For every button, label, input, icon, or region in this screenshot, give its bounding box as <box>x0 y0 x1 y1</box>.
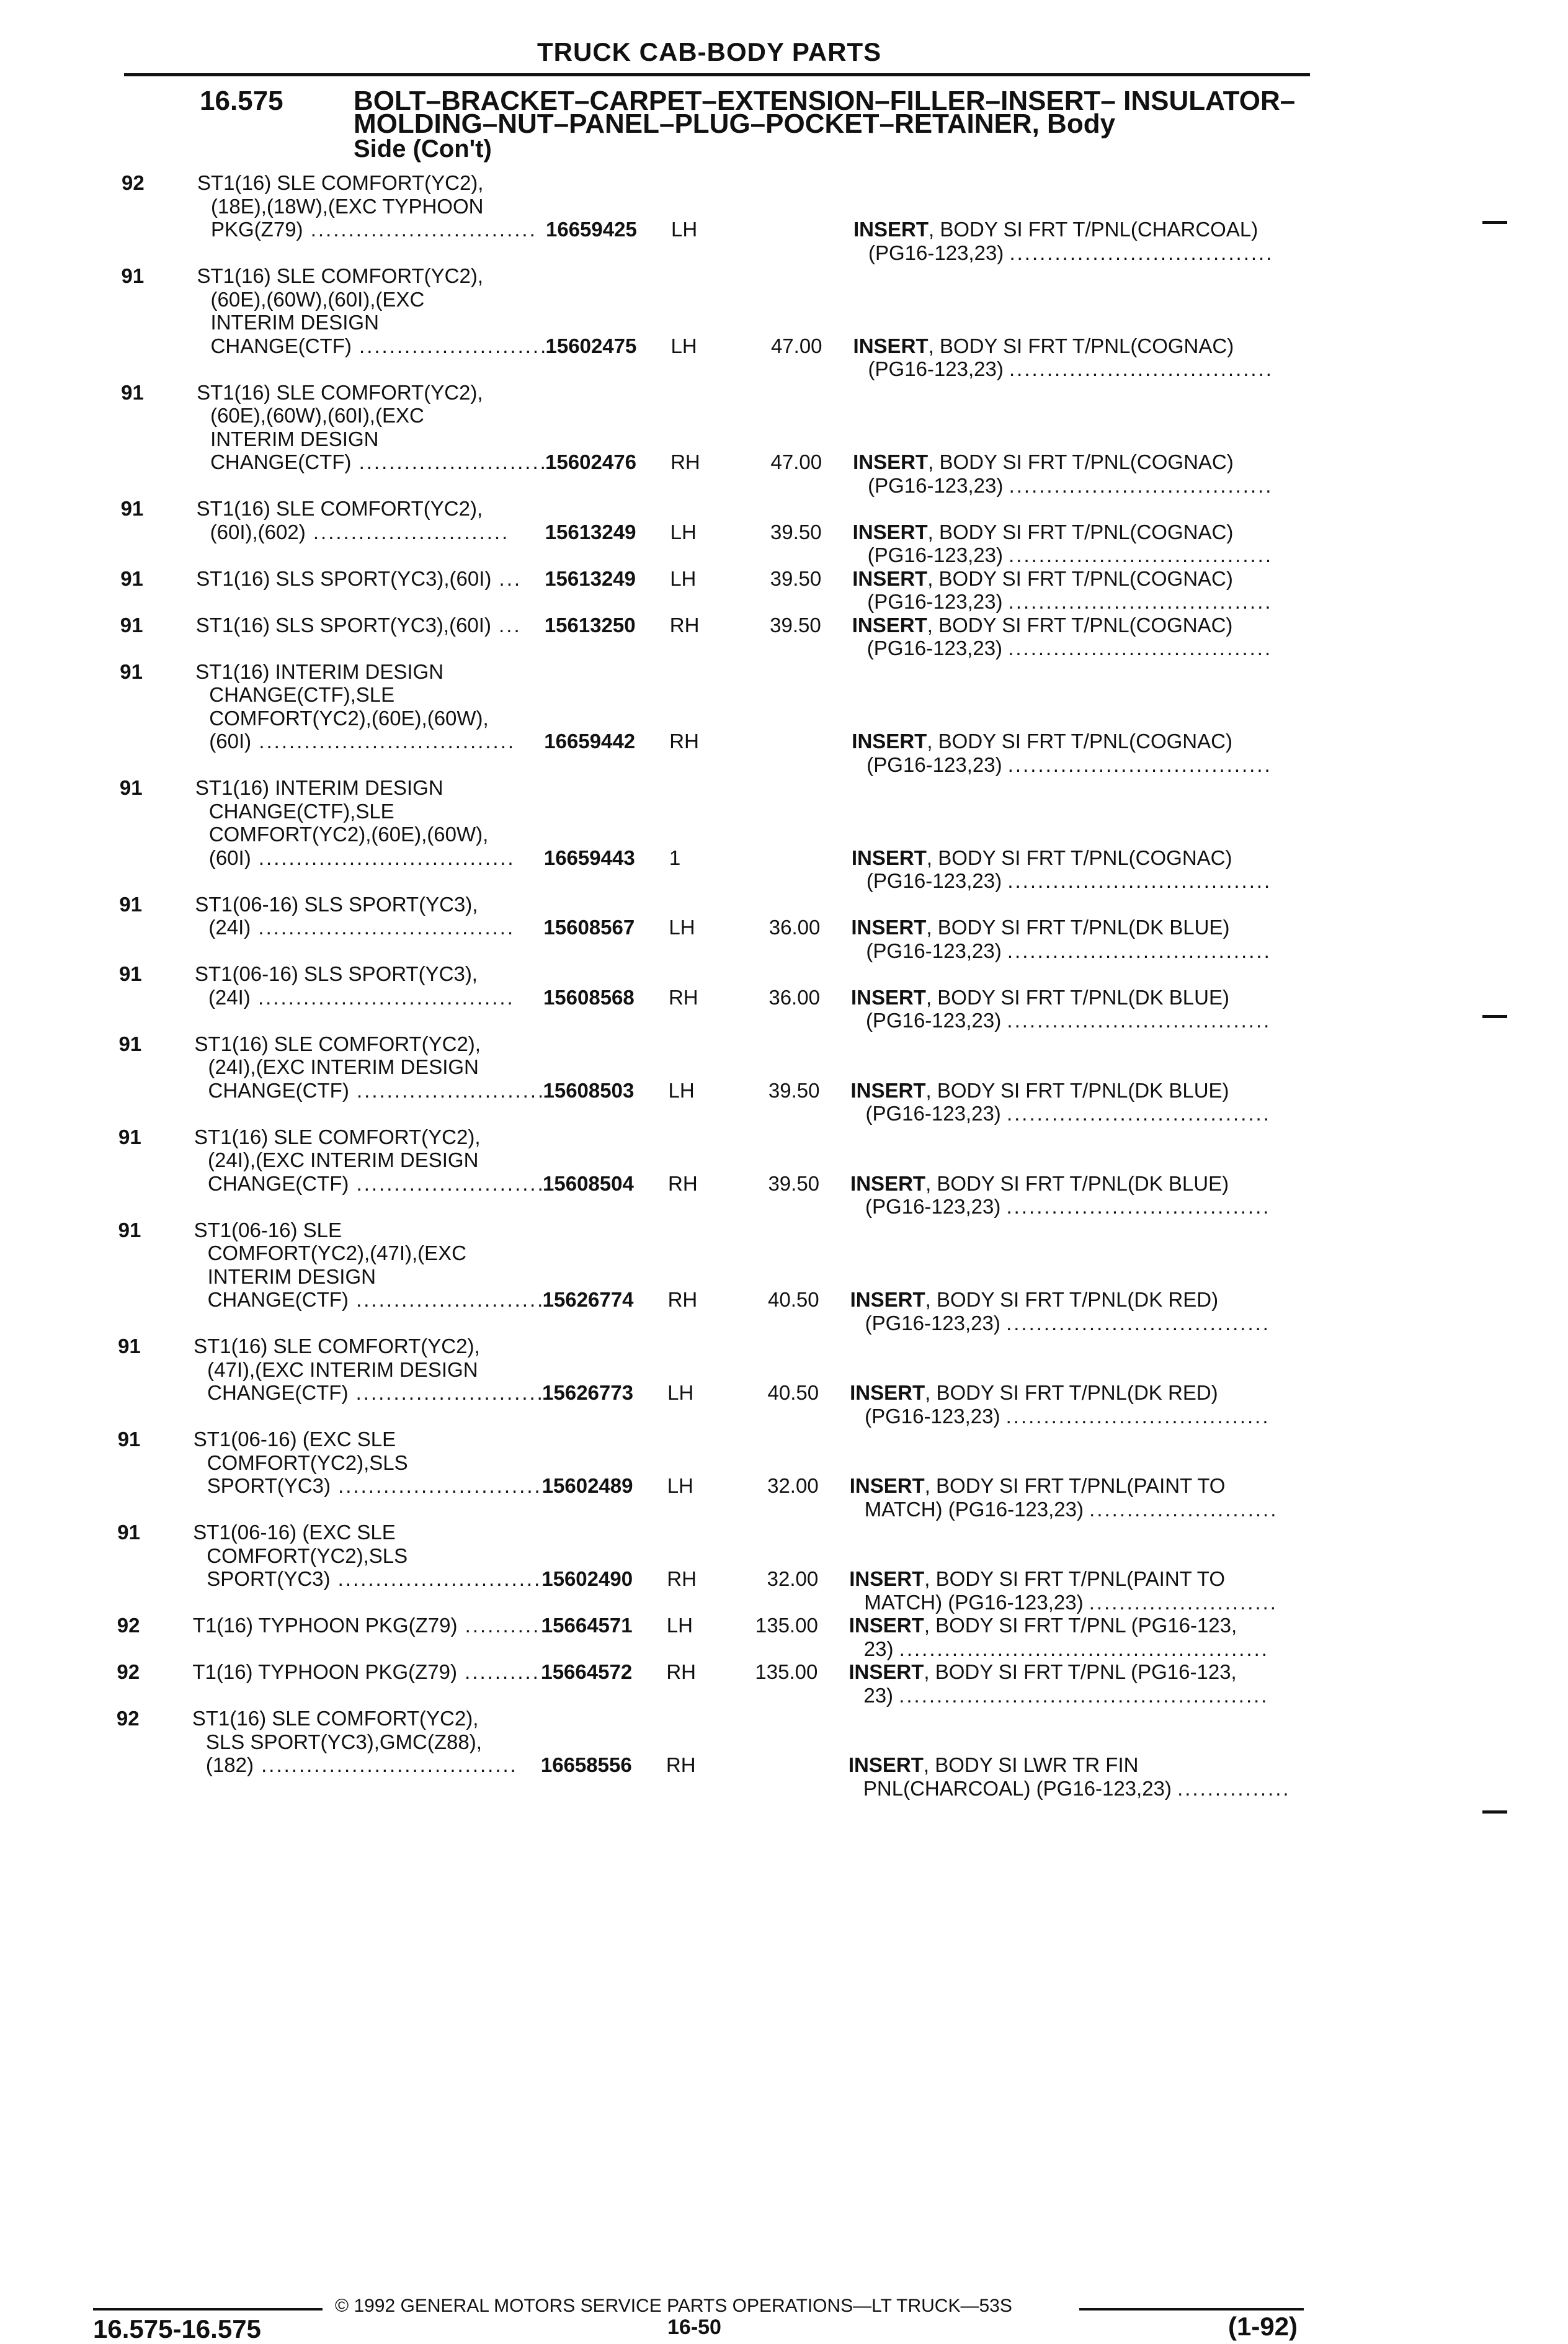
item-description: COMFORT(YC2),(60E),(60W), <box>209 706 489 730</box>
part-number: 15602475 <box>545 334 637 357</box>
item-description: ST1(16) INTERIM DESIGN <box>195 776 443 799</box>
item-description: (60E),(60W),(60I),(EXC <box>210 287 425 311</box>
section-subtitle: Side (Con't) <box>354 135 492 163</box>
part-name: INSERT, BODY SI FRT T/PNL(DK RED) <box>850 1381 1218 1404</box>
side-indicator: LH <box>671 218 698 241</box>
side-indicator: LH <box>667 1474 693 1497</box>
item-description: ST1(06-16) (EXC SLE <box>193 1521 396 1544</box>
item-description: CHANGE(CTF),SLE <box>208 799 394 823</box>
list-price: 135.00 <box>755 1614 818 1637</box>
figure-number: 91 <box>119 776 143 799</box>
part-number: 15608504 <box>543 1171 634 1195</box>
leader-dots: ................................... <box>1009 241 1274 264</box>
leader-dots: ........... <box>457 1614 548 1637</box>
part-number: 15613250 <box>544 613 636 637</box>
figure-number: 91 <box>121 264 145 287</box>
figure-number: 91 <box>120 497 144 520</box>
side-indicator: LH <box>670 334 697 357</box>
list-price: 39.50 <box>770 520 822 544</box>
figure-number: 91 <box>121 380 144 404</box>
part-name-continued: (PG16-123,23) ................................... <box>865 1009 1272 1032</box>
leader-dots: ................................... <box>1008 590 1273 613</box>
part-number: 15608568 <box>543 985 635 1009</box>
part-number: 15602489 <box>541 1474 633 1497</box>
side-indicator: RH <box>667 1288 698 1311</box>
section-number: 16.575 <box>200 86 283 116</box>
item-description: (24I),(EXC INTERIM DESIGN <box>208 1055 479 1078</box>
leader-dots: ................................... <box>1006 1195 1271 1218</box>
part-name: INSERT, BODY SI FRT T/PNL(COGNAC) <box>851 846 1232 869</box>
side-indicator: RH <box>668 985 698 1009</box>
footer-copyright: © 1992 GENERAL MOTORS SERVICE PARTS OPERATIONS—LT TRUCK—53S <box>335 2296 1012 2316</box>
leader-dots: ................................... <box>1007 869 1272 892</box>
item-description: COMFORT(YC2),SLS <box>207 1544 408 1567</box>
leader-dots: ........................... <box>330 1567 542 1590</box>
leader-dots: .................................. <box>251 916 515 939</box>
leader-dots: .................................. <box>251 846 515 869</box>
list-price: 39.50 <box>768 1078 820 1102</box>
item-description: CHANGE(CTF) .......................... <box>208 1078 553 1102</box>
list-price: 39.50 <box>770 566 822 590</box>
figure-number: 91 <box>120 613 143 637</box>
side-indicator: RH <box>669 613 700 637</box>
leader-dots: .......................... <box>348 1381 553 1404</box>
item-description: ST1(16) SLE COMFORT(YC2), <box>192 1707 479 1730</box>
part-name: INSERT, BODY SI FRT T/PNL(DK BLUE) <box>850 1078 1229 1102</box>
figure-number: 92 <box>117 1614 140 1637</box>
leader-dots: ................................................. <box>899 1683 1269 1707</box>
item-description: CHANGE(CTF) .......................... <box>210 334 556 357</box>
side-indicator: RH <box>668 1171 698 1195</box>
leader-dots: ................................... <box>1009 473 1273 497</box>
item-description: ST1(16) SLE COMFORT(YC2), <box>196 497 483 520</box>
part-name-continued: (PG16-123,23) ................................... <box>867 590 1273 613</box>
item-description: (182) .................................. <box>205 1753 518 1776</box>
page-header-title: TRUCK CAB-BODY PARTS <box>537 37 882 66</box>
margin-tick <box>1482 221 1507 224</box>
list-price: 47.00 <box>770 334 822 357</box>
item-description: CHANGE(CTF),SLE <box>209 683 395 706</box>
part-name: INSERT, BODY SI FRT T/PNL(DK BLUE) <box>851 916 1230 939</box>
item-description: (18E),(18W),(EXC TYPHOON <box>211 194 484 218</box>
part-name-continued: (PG16-123,23) ................................... <box>865 1311 1270 1335</box>
part-number: 15608503 <box>543 1078 635 1102</box>
item-description: ST1(16) SLE COMFORT(YC2), <box>194 1335 480 1358</box>
figure-number: 92 <box>116 1707 140 1730</box>
leader-dots: .................................. <box>250 985 515 1009</box>
item-description: ST1(16) INTERIM DESIGN <box>195 660 444 683</box>
item-description: T1(16) TYPHOON PKG(Z79) ........... <box>192 1614 548 1637</box>
part-number: 15613249 <box>545 566 636 590</box>
list-price: 36.00 <box>768 916 821 939</box>
leader-dots: ................................................. <box>899 1637 1269 1660</box>
item-description: ST1(06-16) SLS SPORT(YC3), <box>194 962 478 985</box>
side-indicator: LH <box>666 1614 693 1637</box>
part-name: INSERT, BODY SI FRT T/PNL(COGNAC) <box>852 613 1233 637</box>
section-title: BOLT–BRACKET–CARPET–EXTENSION–FILLER–INSERT– INSULATOR–MOLDING–NUT–PANEL–PLUG–POCKET–RETAINER, Body <box>354 86 1296 139</box>
leader-dots: ................................... <box>1006 1311 1270 1335</box>
part-name-continued: MATCH) (PG16-123,23) ......................... <box>864 1590 1278 1614</box>
footer-rule-right <box>1079 2308 1304 2310</box>
item-description: ST1(06-16) SLE <box>194 1218 342 1241</box>
item-description: (60I) .................................. <box>209 730 516 753</box>
leader-dots: .......................... <box>349 1171 553 1195</box>
part-name-continued: (PG16-123,23) ................................... <box>866 869 1272 892</box>
part-number: 15664571 <box>541 1614 633 1637</box>
part-number: 16658556 <box>540 1753 632 1776</box>
leader-dots: .......................... <box>351 450 555 473</box>
figure-number: 91 <box>117 1521 140 1544</box>
item-description: SPORT(YC3) ........................... <box>207 1567 542 1590</box>
list-price: 39.50 <box>768 1171 820 1195</box>
figure-number: 91 <box>118 1335 141 1358</box>
leader-dots: .......................... <box>349 1078 553 1102</box>
side-indicator: RH <box>670 450 700 473</box>
item-description: INTERIM DESIGN <box>207 1264 376 1288</box>
side-indicator: LH <box>669 916 695 939</box>
part-name-continued: (PG16-123,23) ................................... <box>868 473 1273 497</box>
part-name-continued: (PG16-123,23) ................................... <box>866 637 1273 660</box>
part-name: INSERT, BODY SI FRT T/PNL(COGNAC) <box>853 450 1234 473</box>
list-price: 32.00 <box>767 1567 819 1590</box>
part-name: INSERT, BODY SI FRT T/PNL(CHARCOAL) <box>853 218 1258 241</box>
part-name-continued: (PG16-123,23) ................................... <box>866 753 1272 776</box>
item-description: ST1(16) SLE COMFORT(YC2), <box>194 1125 481 1148</box>
part-name: INSERT, BODY SI FRT T/PNL(PAINT TO <box>849 1474 1226 1497</box>
leader-dots: ................................... <box>1007 1009 1272 1032</box>
part-name-continued: (PG16-123,23) ................................... <box>868 357 1273 380</box>
leader-dots: ... <box>491 566 522 590</box>
leader-dots: ................................... <box>1007 939 1272 962</box>
part-number: 16659425 <box>546 218 637 241</box>
leader-dots: .................................. <box>253 1753 518 1776</box>
item-description: INTERIM DESIGN <box>210 427 379 450</box>
item-description: SLS SPORT(YC3),GMC(Z88), <box>205 1730 482 1753</box>
side-indicator: LH <box>668 1078 695 1102</box>
part-name-continued: (PG16-123,23) ................................... <box>865 1102 1271 1125</box>
leader-dots: .......................... <box>351 334 556 357</box>
figure-number: 91 <box>120 660 143 683</box>
margin-tick <box>1482 1810 1507 1814</box>
list-price: 40.50 <box>768 1288 819 1311</box>
list-price: 47.00 <box>770 450 822 473</box>
item-description: CHANGE(CTF) .......................... <box>210 450 555 473</box>
part-name-continued: (PG16-123,23) ................................... <box>866 939 1272 962</box>
item-description: ST1(16) SLE COMFORT(YC2), <box>197 171 484 194</box>
part-name: INSERT, BODY SI FRT T/PNL(COGNAC) <box>852 566 1233 590</box>
leader-dots: ................................... <box>1008 637 1273 660</box>
leader-dots: ................................... <box>1005 1404 1270 1428</box>
side-indicator: LH <box>670 520 697 544</box>
part-name: INSERT, BODY SI FRT T/PNL(COGNAC) <box>852 520 1234 544</box>
part-name-continued: (PG16-123,23) ................................... <box>868 241 1274 264</box>
side-indicator: LH <box>667 1381 694 1404</box>
part-number: 15613249 <box>545 520 636 544</box>
item-description: COMFORT(YC2),SLS <box>207 1451 408 1474</box>
figure-number: 91 <box>118 1125 141 1148</box>
side-indicator: 1 <box>669 846 681 869</box>
part-number: 16659442 <box>544 730 636 753</box>
part-name: INSERT, BODY SI FRT T/PNL(COGNAC) <box>852 730 1232 753</box>
figure-number: 92 <box>122 171 145 194</box>
item-description: (60I),(602) .......................... <box>210 520 510 544</box>
side-indicator: RH <box>667 1567 697 1590</box>
figure-number: 91 <box>118 962 142 985</box>
figure-number: 91 <box>118 1032 142 1055</box>
item-description: ST1(16) SLE COMFORT(YC2), <box>194 1032 481 1055</box>
leader-dots: ................................... <box>1009 357 1273 380</box>
item-description: CHANGE(CTF) .......................... <box>207 1288 553 1311</box>
item-description: (24I),(EXC INTERIM DESIGN <box>208 1148 479 1171</box>
header-rule <box>124 73 1310 76</box>
item-description: T1(16) TYPHOON PKG(Z79) ........... <box>192 1660 548 1683</box>
part-name-continued: PNL(CHARCOAL) (PG16-123,23) ............... <box>863 1776 1291 1800</box>
item-description: CHANGE(CTF) .......................... <box>207 1381 553 1404</box>
item-description: CHANGE(CTF) .......................... <box>208 1171 553 1195</box>
item-description: PKG(Z79) .............................. <box>211 218 537 241</box>
footer-page-number: 16-50 <box>667 2315 721 2339</box>
item-description: (60I) .................................. <box>208 846 515 869</box>
part-name: INSERT, BODY SI FRT T/PNL (PG16-123, <box>849 1660 1237 1683</box>
part-name: INSERT, BODY SI FRT T/PNL(COGNAC) <box>853 334 1234 357</box>
figure-number: 92 <box>117 1660 140 1683</box>
leader-dots: ................................... <box>1006 1102 1271 1125</box>
leader-dots: .......................... <box>305 520 510 544</box>
item-description: (24I) .................................. <box>208 916 515 939</box>
side-indicator: RH <box>666 1660 697 1683</box>
figure-number: 91 <box>120 566 143 590</box>
item-description: ST1(06-16) (EXC SLE <box>193 1428 396 1451</box>
part-name-continued: (PG16-123,23) ................................... <box>865 1404 1270 1428</box>
part-name: INSERT, BODY SI FRT T/PNL(DK RED) <box>850 1288 1219 1311</box>
item-description: ST1(16) SLS SPORT(YC3),(60I) ... <box>196 566 522 590</box>
item-description: COMFORT(YC2),(60E),(60W), <box>208 823 489 846</box>
figure-number: 91 <box>119 892 143 916</box>
leader-dots: ........... <box>457 1660 548 1683</box>
footer-rule-left <box>93 2308 323 2310</box>
part-number: 15626773 <box>542 1381 633 1404</box>
part-number: 15602476 <box>545 450 636 473</box>
leader-dots: ......................... <box>1089 1590 1278 1614</box>
item-description: (24I) .................................. <box>208 985 515 1009</box>
margin-tick <box>1482 1015 1507 1018</box>
part-name: INSERT, BODY SI LWR TR FIN <box>848 1753 1139 1776</box>
list-price: 135.00 <box>755 1660 818 1683</box>
leader-dots: ............... <box>1177 1776 1291 1800</box>
part-name: INSERT, BODY SI FRT T/PNL(PAINT TO <box>849 1567 1226 1590</box>
part-name-continued: MATCH) (PG16-123,23) ......................... <box>864 1497 1278 1521</box>
item-description: COMFORT(YC2),(47I),(EXC <box>207 1241 467 1264</box>
item-description: ST1(16) SLE COMFORT(YC2), <box>197 264 484 287</box>
part-name: INSERT, BODY SI FRT T/PNL(DK BLUE) <box>850 985 1229 1009</box>
leader-dots: .................................. <box>251 730 516 753</box>
part-name-continued: 23) ................................................. <box>863 1637 1269 1660</box>
leader-dots: ................................... <box>1007 753 1272 776</box>
item-description: (47I),(EXC INTERIM DESIGN <box>207 1358 478 1381</box>
part-number: 15626774 <box>542 1288 634 1311</box>
part-number: 15608567 <box>543 916 635 939</box>
item-description: ST1(16) SLE COMFORT(YC2), <box>197 380 483 404</box>
part-number: 16659443 <box>543 846 635 869</box>
leader-dots: ......................... <box>1089 1497 1278 1521</box>
list-price: 40.50 <box>767 1381 819 1404</box>
part-name: INSERT, BODY SI FRT T/PNL (PG16-123, <box>849 1614 1237 1637</box>
leader-dots: .............................. <box>303 218 537 241</box>
part-name: INSERT, BODY SI FRT T/PNL(DK BLUE) <box>850 1171 1229 1195</box>
item-description: (60E),(60W),(60I),(EXC <box>210 404 424 427</box>
leader-dots: ... <box>491 613 522 637</box>
side-indicator: LH <box>670 566 697 590</box>
part-number: 15602490 <box>541 1567 633 1590</box>
figure-number: 91 <box>118 1218 141 1241</box>
item-description: SPORT(YC3) ........................... <box>207 1474 542 1497</box>
item-description: ST1(16) SLS SPORT(YC3),(60I) ... <box>195 613 522 637</box>
part-name-continued: (PG16-123,23) ................................... <box>865 1195 1271 1218</box>
list-price: 39.50 <box>770 613 821 637</box>
item-description: ST1(06-16) SLS SPORT(YC3), <box>195 892 478 916</box>
part-number: 15664572 <box>541 1660 633 1683</box>
item-description: INTERIM DESIGN <box>210 311 379 334</box>
figure-number: 91 <box>117 1428 141 1451</box>
list-price: 36.00 <box>768 985 820 1009</box>
list-price: 32.00 <box>767 1474 819 1497</box>
footer-section-range: 16.575-16.575 <box>93 2314 261 2343</box>
part-name-continued: (PG16-123,23) ................................... <box>867 544 1273 566</box>
leader-dots: ........................... <box>330 1474 542 1497</box>
footer-date: (1-92) <box>1228 2312 1298 2341</box>
leader-dots: ................................... <box>1009 544 1273 566</box>
side-indicator: RH <box>669 730 699 753</box>
leader-dots: .......................... <box>348 1288 553 1311</box>
side-indicator: RH <box>666 1753 696 1776</box>
part-name-continued: 23) ................................................. <box>863 1683 1269 1707</box>
